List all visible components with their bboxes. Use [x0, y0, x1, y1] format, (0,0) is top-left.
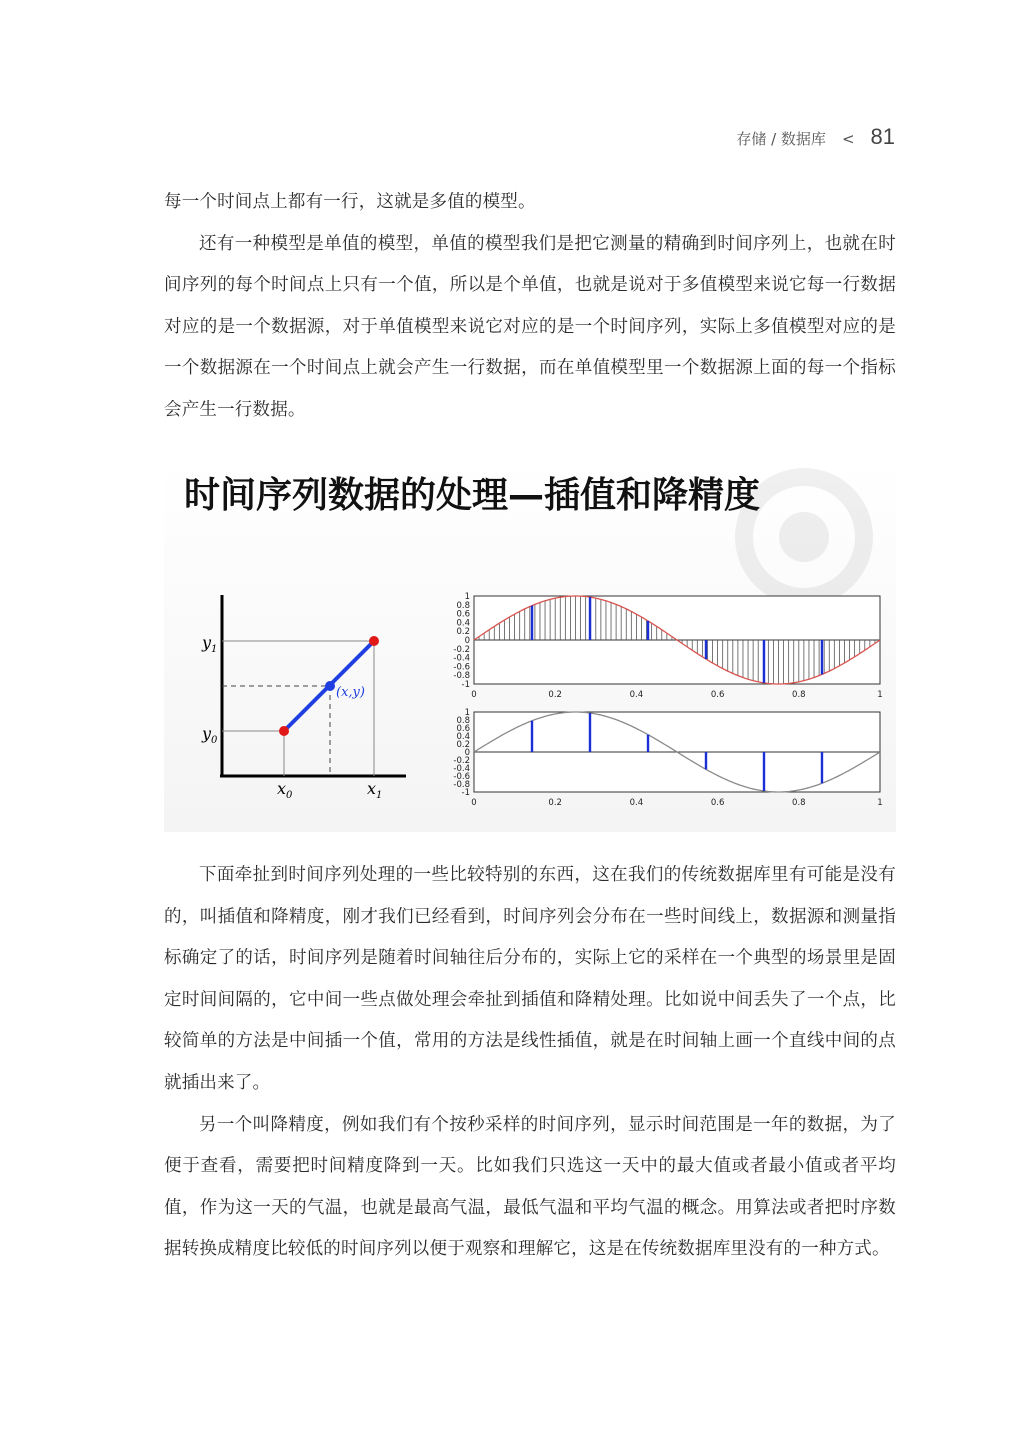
- x-tick-label: 0: [471, 690, 477, 700]
- plot-1: [453, 592, 882, 700]
- y-tick-label: 0.2: [456, 740, 470, 750]
- x-tick-label: 0.2: [548, 798, 562, 808]
- figure-interpolation-downsampling: [164, 462, 896, 832]
- y-tick-label: 0.4: [456, 618, 470, 629]
- x-tick-label: 0.8: [792, 798, 806, 808]
- point-x1y1: [369, 636, 379, 646]
- paragraph-single-value-model: 还有一种模型是单值的模型，单值的模型我们是把它测量的精确到时间序列上，也就在时间序列的每个时间点上只有一个值，所以是个单值，也就是说对于多值模型来说它每一行数据对应的是一个数据源，对于单值模型来说它对应的是一个时间序列，实际上多值模型对应的是一个数据源在一个时间点上就会产生一行数据，而在单值模型里一个数据源上面的每一个指标会产生一行数据。: [164, 233, 896, 420]
- x-tick-label: 0.6: [710, 690, 725, 700]
- y-tick-label: 0.4: [456, 732, 470, 742]
- y-tick-label: -1: [461, 680, 470, 690]
- x-tick-label: 1: [877, 798, 883, 808]
- y-tick-label: 1: [464, 592, 470, 602]
- y-tick-label: -0.4: [453, 653, 470, 664]
- x-tick-label: 1: [877, 690, 883, 700]
- x-tick-label: 0.6: [710, 798, 725, 808]
- y0-label: $y_0$: [202, 724, 218, 746]
- watermark-gear-icon: [744, 477, 864, 597]
- y-tick-label: 0: [464, 636, 470, 646]
- x-tick-label: 0.8: [792, 690, 806, 700]
- y-tick-label: -0.4: [453, 764, 470, 774]
- y1-label: $y_1$: [202, 633, 218, 655]
- y-tick-label: 0: [464, 748, 470, 758]
- page-number: 81: [870, 124, 895, 149]
- section-title: 存储 / 数据库: [736, 130, 826, 148]
- point-x0y0: [279, 726, 289, 736]
- x0-label: $x_0$: [277, 779, 293, 801]
- y-tick-label: 0.2: [456, 627, 470, 638]
- bottom-text-block: [164, 855, 896, 1271]
- y-tick-label: -0.8: [453, 780, 470, 790]
- y-tick-label: 1: [464, 708, 470, 718]
- point-interpolated: [325, 681, 335, 691]
- x-tick-label: 0.4: [629, 690, 644, 700]
- x1-label: $x_1$: [367, 779, 383, 801]
- y-tick-label: 0.6: [456, 724, 470, 734]
- interpolated-point-label: (x,y): [336, 685, 365, 700]
- sampling-plots: [453, 592, 882, 808]
- figure-canvas: [164, 462, 896, 832]
- paragraph-downsampling: 另一个叫降精度，例如我们有个按秒采样的时间序列，显示时间范围是一年的数据，为了便于查看，需要把时间精度降到一天。比如我们只选这一天中的最大值或者最小值或者平均值，作为这一天的气温，也就是最高气温，最低气温和平均气温的概念。用算法或者把时序数据转换成精度比较低的时间序列以便于观察和理解它，这是在传统数据库里没有的一种方式。: [164, 1114, 896, 1260]
- y-tick-label: -0.2: [453, 644, 470, 655]
- y-tick-label: 0.8: [456, 716, 470, 726]
- y-tick-label: 0.8: [456, 600, 470, 611]
- y-tick-label: -0.2: [453, 756, 470, 766]
- y-tick-label: 0.6: [456, 609, 470, 620]
- y-tick-label: -0.8: [453, 671, 470, 682]
- figure-title: 时间序列数据的处理—插值和降精度: [184, 475, 761, 516]
- running-header: [736, 124, 895, 150]
- paragraph-interpolation: 下面牵扯到时间序列处理的一些比较特别的东西，这在我们的传统数据库里有可能是没有的，叫插值和降精度，刚才我们已经看到，时间序列会分布在一些时间线上，数据源和测量指标确定了的话，时间序列是随着时间轴往后分布的，实际上它的采样在一个典型的场景里是固定时间间隔的，它中间一些点做处理会牵扯到插值和降精处理。比如说中间丢失了一个点，比较简单的方法是中间插一个值，常用的方法是线性插值，就是在时间轴上画一个直线中间的点就插出来了。: [164, 865, 896, 1093]
- x-tick-label: 0.2: [548, 690, 562, 700]
- plot-2: [453, 708, 882, 808]
- x-tick-label: 0: [471, 798, 477, 808]
- x-tick-label: 0.4: [629, 798, 644, 808]
- linear-interpolation-diagram: [201, 595, 406, 801]
- paragraph-continuation: 每一个时间点上都有一行，这就是多值的模型。: [164, 192, 536, 212]
- y-tick-label: -0.6: [453, 772, 470, 782]
- header-arrow: <: [841, 130, 855, 148]
- top-text-block: [164, 182, 896, 432]
- y-tick-label: -1: [461, 788, 470, 798]
- y-tick-label: -0.6: [453, 662, 470, 673]
